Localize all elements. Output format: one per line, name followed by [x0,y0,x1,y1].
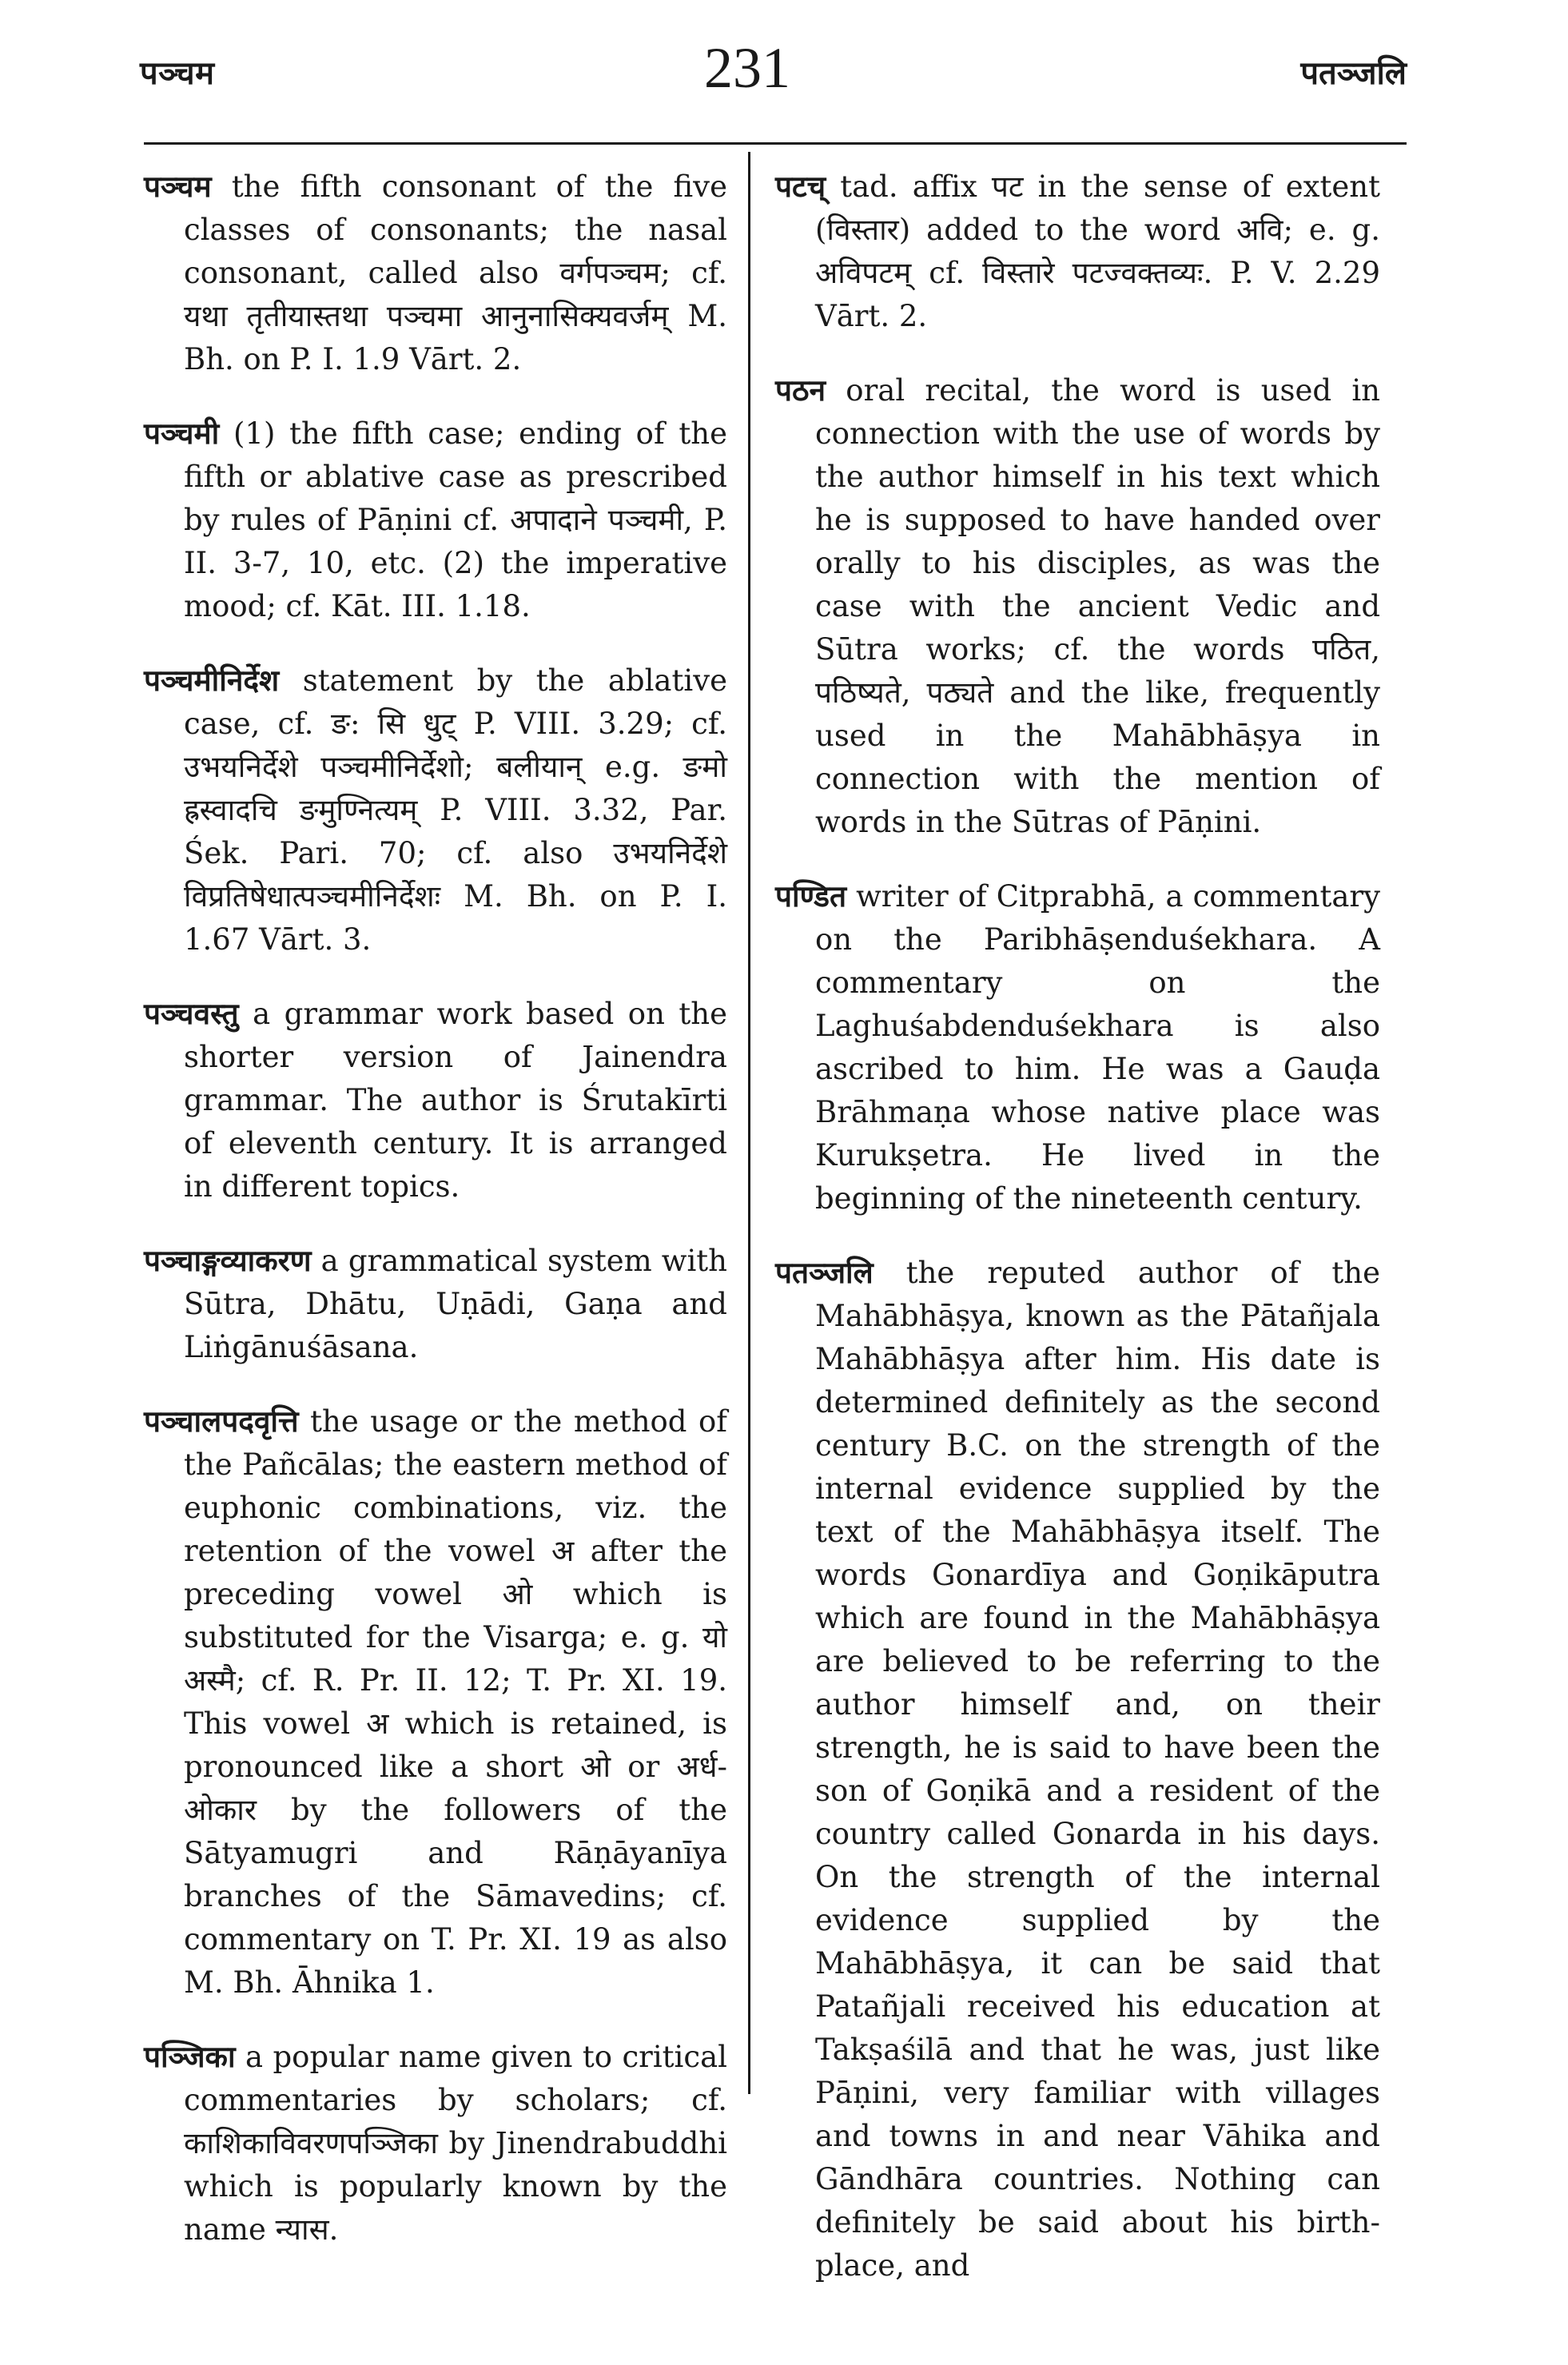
dictionary-entry [144,412,727,628]
right-column [775,165,1380,2318]
definition: a grammar work based on the shorter version of Jainendra grammar. The author is Śrutakīrti of eleventh century. It is arranged in different topics. [184,997,727,1204]
headword: पण्डित [775,878,847,914]
definition: the usage or the method of the Pañcālas; the eastern method of euphonic combinations, viz. the retention of the vowel अ after the preceding vowel ओ which is substituted for the Visarga; e. g. यो अस्मै; cf. R. Pr. II. 12; T. Pr. XI. 19. This vowel अ which is retained, is pronounced like a short ओ or अर्ध-ओकार by the followers of the Sātyamugri and Rāṇāyanīya branches of the Sāmavedins; cf. commentary on T. Pr. XI. 19 as also M. Bh. Āhnika 1. [184,1404,727,2000]
left-column [144,165,727,2282]
definition: (1) the fifth case; ending of the fifth or ablative case as prescribed by rules of Pāṇini cf. अपादाने पञ्चमी, P. II. 3-7, 10, etc. (2) the imperative mood; cf. Kāt. III. 1.18. [184,416,727,623]
definition: writer of Citprabhā, a commentary on the Paribhāṣenduśekhara. A commentary on the Laghuśabdenduśekhara is also ascribed to him. He was a Gauḍa Brāhmaṇa whose native place was Kurukṣetra. He lived in the beginning of the nineteenth century. [815,879,1380,1216]
headword: पञ्चवस्तु [144,996,239,1031]
headword: पञ्चम [144,169,212,204]
definition: the reputed author of the Mahābhāṣya, known as the Pātañjala Mahābhāṣya after him. His date is determined definitely as the second century B.C. on the strength of the internal evidence supplied by the text of the Mahābhāṣya itself. The words Gonardīya and Goṇikāputra which are found in the Mahābhāṣya are believed to be referring to the author himself and, on their strength, he is said to have been the son of Goṇikā and a resident of the country called Gonarda in his days. On the strength of the internal evidence supplied by the Mahābhāṣya, it can be said that Patañjali received his education at Takṣaśilā and that he was, just like Pāṇini, very familiar with villages and towns in and near Vāhika and Gāndhāra countries. Nothing can definitely be said about his birth-place, and [815,1256,1380,2283]
definition: oral recital, the word is used in connection with the use of words by the author himself in his text which he is supposed to have handed over orally to his disciples, as was the case with the ancient Vedic and Sūtra works; cf. the words पठित, पठिष्यते, पठ्यते and the like, frequently used in the Mahābhāṣya in connection with the mention of words in the Sūtras of Pāṇini. [815,373,1380,839]
headword: पञ्चाङ्गव्याकरण [144,1243,312,1278]
definition: a popular name given to critical commentaries by scholars; cf. काशिकाविवरणपञ्जिका by Jinendrabuddhi which is popularly known by the name न्यास. [184,2040,727,2247]
column-divider [748,152,750,2094]
definition: the fifth consonant of the five classes of consonants; the nasal consonant, called also वर्गपञ्चम; cf. यथा तृतीयास्तथा पञ्चमा आनुनासिक्यवर्जम् M. Bh. on P. I. 1.9 Vārt. 2. [184,169,727,376]
dictionary-entry [144,1399,727,2005]
dictionary-entry [144,2035,727,2252]
headword: पञ्जिका [144,2039,236,2074]
headword: पटच् [775,169,826,204]
dictionary-entry [775,874,1380,1220]
headword: पतञ्जलि [775,1255,874,1290]
header-rule [144,142,1407,145]
headword: पञ्चमी [144,416,220,451]
headword: पञ्चमीनिर्देश [144,663,280,698]
dictionary-entry [775,368,1380,844]
headword: पञ्चालपदवृत्ति [144,1403,299,1439]
running-head-right: पतञ्जलि [1300,54,1407,92]
dictionary-entry [775,1251,1380,2287]
page-number: 231 [704,36,790,100]
definition: statement by the ablative case, cf. ङ: सि धुट् P. VIII. 3.29; cf. उभयनिर्देशे पञ्चमीनिर्देशो; बलीयान् e.g. ङमो ह्रस्वादचि ङमुण्नित्यम् P. VIII. 3.32, Par. Śek. Pari. 70; cf. also उभयनिर्देशे विप्रतिषेधात्पञ्चमीनिर्देशः M. Bh. on P. I. 1.67 Vārt. 3. [184,663,727,957]
dictionary-entry [144,1239,727,1369]
dictionary-entry [144,165,727,381]
running-head-left: पञ्चम [140,54,215,92]
definition: tad. affix पट in the sense of extent (विस्तार) added to the word अवि; e. g. अविपटम् cf. विस्तारे पटज्वक्तव्यः. P. V. 2.29 Vārt. 2. [815,169,1380,333]
dictionary-entry [775,165,1380,338]
dictionary-entry [144,659,727,962]
dictionary-entry [144,992,727,1208]
definition: a grammatical system with Sūtra, Dhātu, Uṇādi, Gaṇa and Liṅgānuśāsana. [184,1244,727,1364]
headword: पठन [775,372,826,408]
